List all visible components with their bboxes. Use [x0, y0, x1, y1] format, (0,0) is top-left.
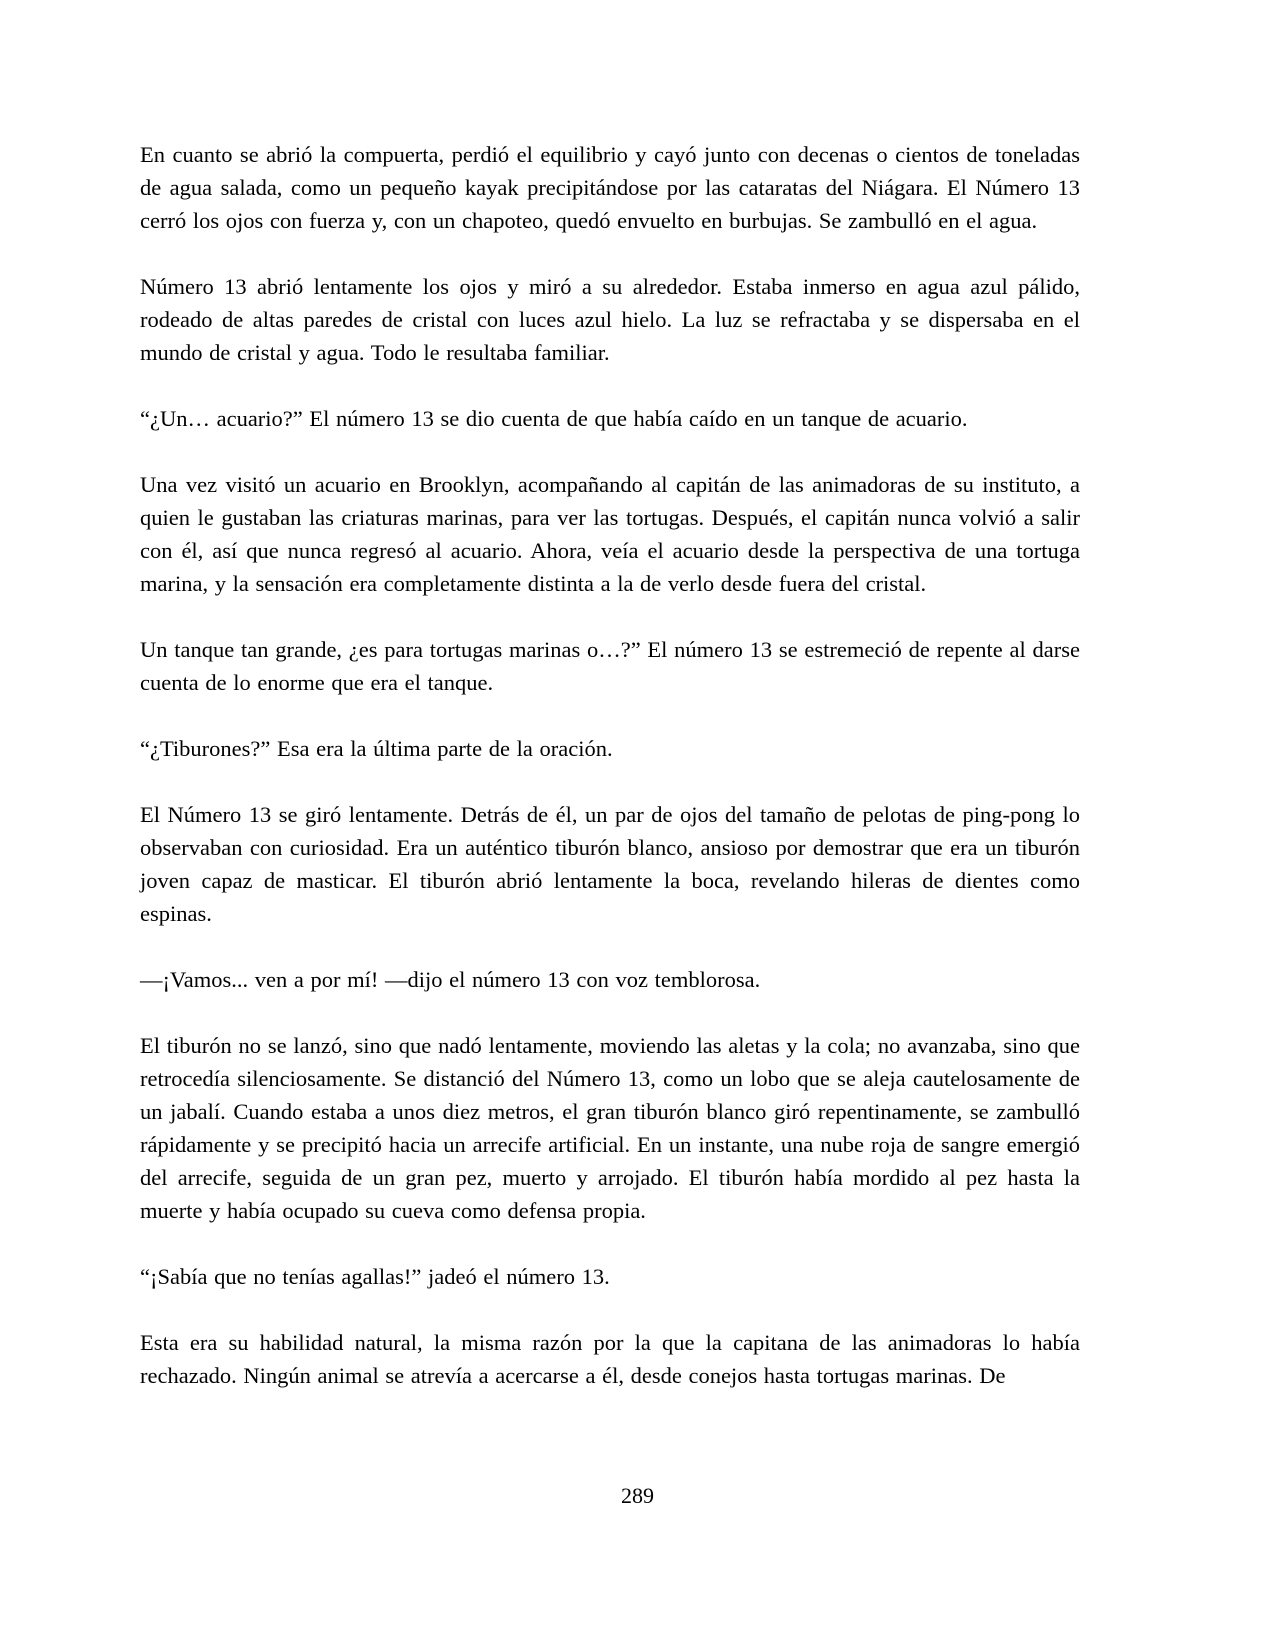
- paragraph: En cuanto se abrió la compuerta, perdió el equilibrio y cayó junto con decenas o cientos de toneladas de agua salada, como un pequeño kayak precipitándose por las cataratas del Niágara. El Número 13 cerró los ojos con fuerza y, con un chapoteo, quedó envuelto en burbujas. Se zambulló en el agua.: [140, 142, 1080, 233]
- paragraph: “¿Un… acuario?” El número 13 se dio cuenta de que había caído en un tanque de acuario.: [140, 406, 968, 431]
- paragraph: —¡Vamos... ven a por mí! —dijo el número 13 con voz temblorosa.: [140, 967, 761, 992]
- page-number: 289: [621, 1483, 654, 1508]
- paragraph: Número 13 abrió lentamente los ojos y miró a su alrededor. Estaba inmerso en agua azul pálido, rodeado de altas paredes de cristal con luces azul hielo. La luz se refractaba y se dispersaba en el mundo de cristal y agua. Todo le resultaba familiar.: [140, 274, 1080, 365]
- paragraph: “¡Sabía que no tenías agallas!” jadeó el número 13.: [140, 1264, 610, 1289]
- paragraph: “¿Tiburones?” Esa era la última parte de la oración.: [140, 736, 613, 761]
- paragraph: Una vez visitó un acuario en Brooklyn, acompañando al capitán de las animadoras de su instituto, a quien le gustaban las criaturas marinas, para ver las tortugas. Después, el capitán nunca volvió a salir con él, así que nunca regresó al acuario. Ahora, veía el acuario desde la perspectiva de una tortuga marina, y la sensación era completamente distinta a la de verlo desde fuera del cristal.: [140, 472, 1080, 596]
- paragraph: Un tanque tan grande, ¿es para tortugas marinas o…?” El número 13 se estremeció de repente al darse cuenta de lo enorme que era el tanque.: [140, 637, 1080, 695]
- paragraph: El tiburón no se lanzó, sino que nadó lentamente, moviendo las aletas y la cola; no avanzaba, sino que retrocedía silenciosamente. Se distanció del Número 13, como un lobo que se aleja cautelosamente de un jabalí. Cuando estaba a unos diez metros, el gran tiburón blanco giró repentinamente, se zambulló rápidamente y se precipitó hacia un arrecife artificial. En un instante, una nube roja de sangre emergió del arrecife, seguida de un gran pez, muerto y arrojado. El tiburón había mordido al pez hasta la muerte y había ocupado su cueva como defensa propia.: [140, 1033, 1080, 1223]
- text-block: [140, 138, 1080, 1425]
- paragraph: El Número 13 se giró lentamente. Detrás de él, un par de ojos del tamaño de pelotas de ping-pong lo observaban con curiosidad. Era un auténtico tiburón blanco, ansioso por demostrar que era un tiburón joven capaz de masticar. El tiburón abrió lentamente la boca, revelando hileras de dientes como espinas.: [140, 802, 1080, 926]
- paragraph: Esta era su habilidad natural, la misma razón por la que la capitana de las animadoras lo había rechazado. Ningún animal se atrevía a acercarse a él, desde conejos hasta tortugas marinas. De: [140, 1330, 1080, 1388]
